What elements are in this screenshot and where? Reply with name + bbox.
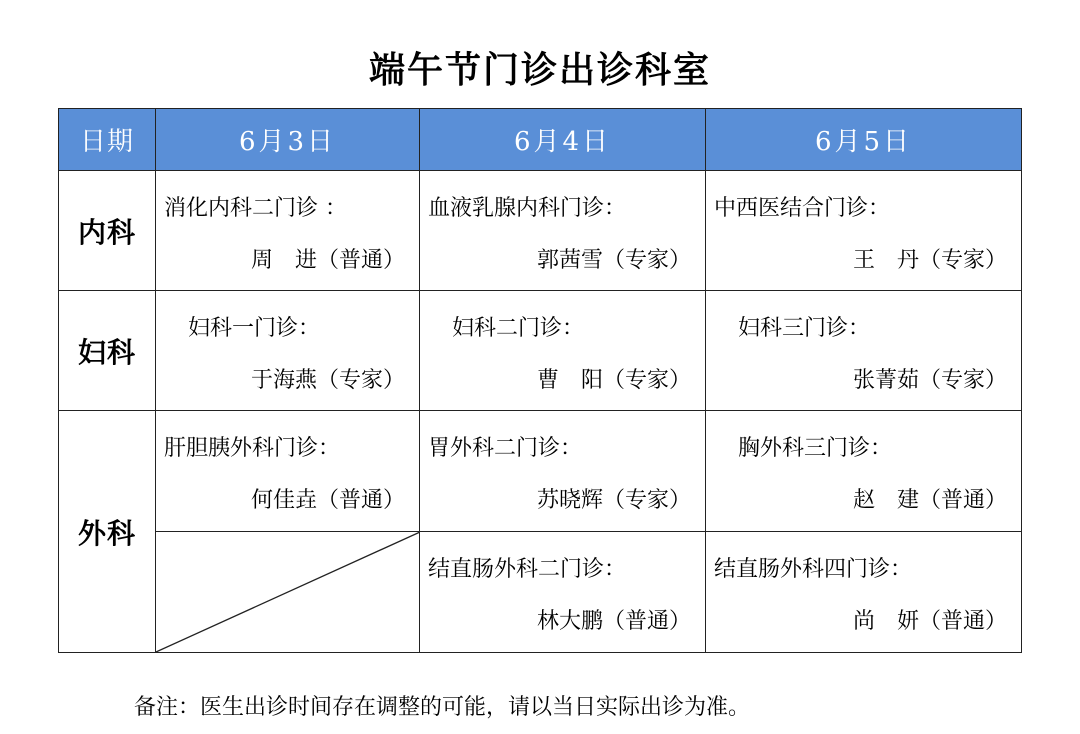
clinic-name: 妇科三门诊： <box>738 316 871 341</box>
schedule-cell <box>706 532 1022 653</box>
schedule-table <box>58 108 1022 653</box>
diagonal-slash <box>156 532 420 652</box>
clinic-name: 中西医结合门诊： <box>714 196 891 221</box>
schedule-cell <box>706 291 1022 411</box>
dept-label-surgery: 外科 <box>59 411 156 653</box>
doctor-name: 周 进（普通） <box>250 248 405 273</box>
doctor-name: 于海燕（专家） <box>250 368 405 393</box>
schedule-cell <box>706 171 1022 291</box>
doctor-name: 林大鹏（普通） <box>536 609 691 634</box>
dept-label-internal: 内科 <box>59 171 156 291</box>
doctor-name: 张菁茹（专家） <box>852 368 1007 393</box>
dept-label-gynecology: 妇科 <box>59 291 156 411</box>
date-header-1: 6月3日 <box>156 109 420 171</box>
doctor-name: 何佳垚（普通） <box>250 488 405 513</box>
clinic-name: 妇科一门诊： <box>188 316 321 341</box>
clinic-name: 结直肠外科二门诊： <box>428 557 627 582</box>
date-header-2: 6月4日 <box>420 109 706 171</box>
doctor-name: 苏晓辉（专家） <box>536 488 691 513</box>
clinic-name: 血液乳腺内科门诊： <box>428 196 627 221</box>
clinic-name: 结直肠外科四门诊： <box>714 557 913 582</box>
schedule-cell <box>706 411 1022 532</box>
schedule-cell <box>420 532 706 653</box>
header-row <box>59 109 1022 171</box>
footnote: 备注：医生出诊时间存在调整的可能，请以当日实际出诊为准。 <box>134 695 751 720</box>
table-row-surgery-2 <box>59 532 1022 653</box>
doctor-name: 曹 阳（专家） <box>536 368 691 393</box>
table-row-internal <box>59 171 1022 291</box>
doctor-name: 尚 妍（普通） <box>852 609 1007 634</box>
date-header-3: 6月5日 <box>706 109 1022 171</box>
schedule-cell <box>420 411 706 532</box>
schedule-cell <box>156 171 420 291</box>
schedule-cell <box>156 291 420 411</box>
clinic-name: 妇科二门诊： <box>452 316 585 341</box>
clinic-name: 肝胆胰外科门诊： <box>164 436 341 461</box>
schedule-cell <box>420 171 706 291</box>
doctor-name: 赵 建（普通） <box>852 488 1007 513</box>
date-column-header: 日期 <box>59 109 156 171</box>
clinic-name: 胃外科二门诊： <box>428 436 583 461</box>
doctor-name: 王 丹（专家） <box>852 248 1007 273</box>
table-row-gynecology <box>59 291 1022 411</box>
table-row-surgery-1 <box>59 411 1022 532</box>
doctor-name: 郭茜雪（专家） <box>536 248 691 273</box>
empty-diagonal-cell <box>156 532 420 653</box>
page-title: 端午节门诊出诊科室 <box>368 50 711 91</box>
clinic-name: 胸外科三门诊： <box>738 436 893 461</box>
schedule-cell <box>420 291 706 411</box>
clinic-name: 消化内科二门诊 ： <box>164 196 347 221</box>
schedule-cell <box>156 411 420 532</box>
